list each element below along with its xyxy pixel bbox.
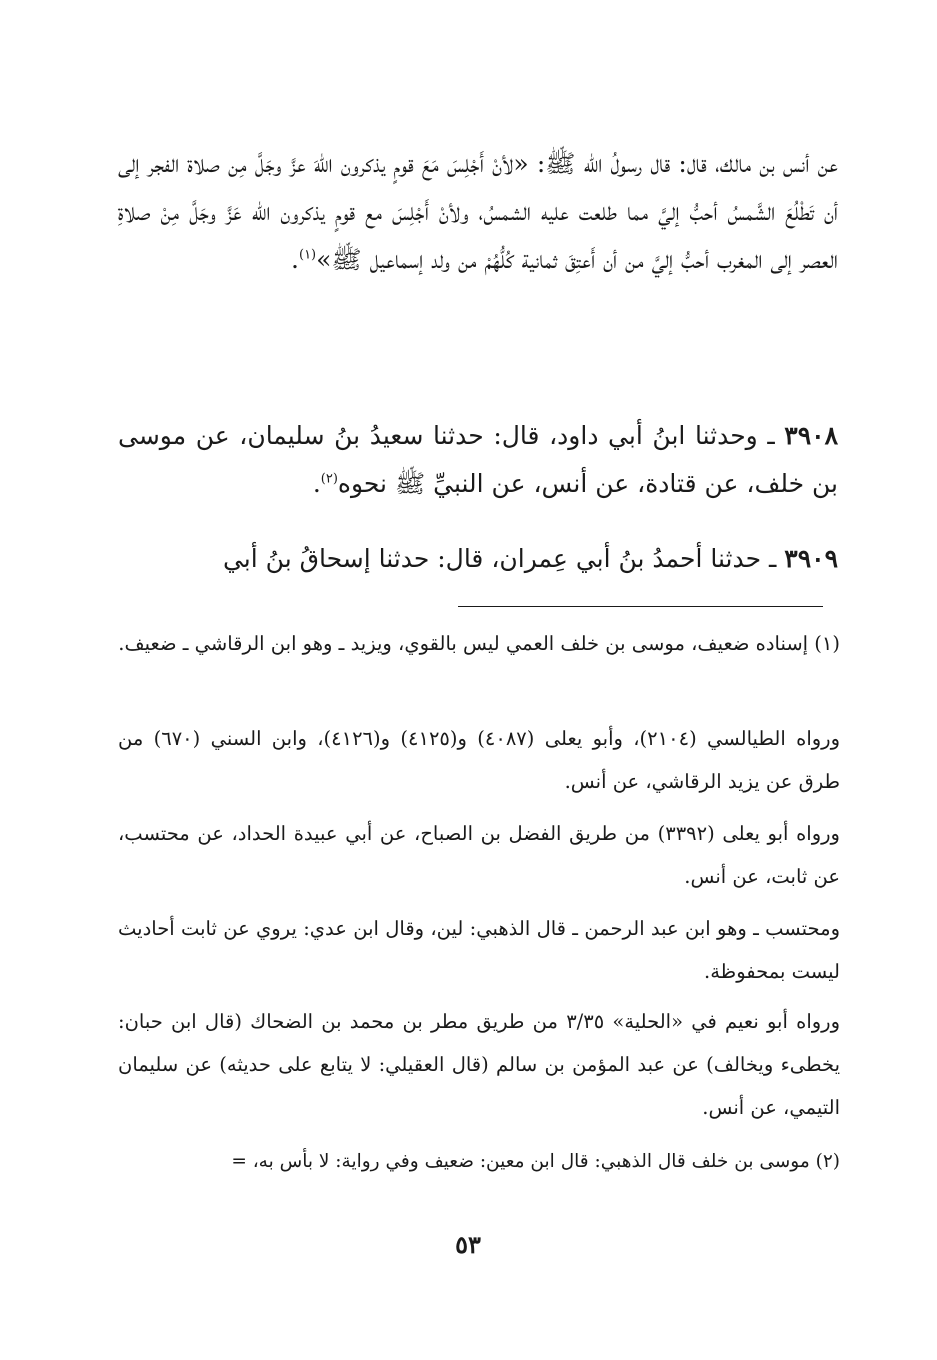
footnote-ref-2: (٢) xyxy=(320,471,338,487)
footnote-1-narration-abu-yala: ورواه أبو يعلى (٣٣٩٢) من طريق الفضل بن الصباح، عن أبي عبيدة الحداد، عن محتسب، عن ثابت، عن أنس. xyxy=(118,822,840,888)
sentence-end: . xyxy=(312,469,321,498)
footnote-1-narration-abu-nuaym: ورواه أبو نعيم في «الحلية» ٣/٣٥ من طريق مطر بن محمد بن الضحاك (قال ابن حبان: يخطىء ويخالف) عن عبد المؤمن بن سالم (قال العقيلي: لا يتابع على حديثه) عن سليمان التيمي، عن أنس. xyxy=(118,1010,840,1119)
hadith-3908 xyxy=(118,412,838,508)
footnote-ref-1: (١) xyxy=(298,247,317,263)
hadith-text: ـ وحدثنا ابنُ أبي داود، قال: حدثنا سعيدُ بنُ سليمان، عن موسى بن خلف، عن قتادة، عن أنس، عن النبيِّ ﷺ نحوه xyxy=(118,421,838,498)
hadith-paragraph-continued xyxy=(118,140,838,284)
hadith-number: ٣٩٠٩ xyxy=(784,544,838,573)
hadith-number: ٣٩٠٨ xyxy=(784,421,839,450)
hadith-text: ـ حدثنا أحمدُ بنُ أبي عِمران، قال: حدثنا إسحاقُ بنُ أبي xyxy=(222,544,777,573)
page-number: ٥٣ xyxy=(455,1230,481,1259)
footnote-divider xyxy=(458,606,823,607)
footnote-1: (١) إسناده ضعيف، موسى بن خلف العمي ليس بالقوي، ويزيد ـ وهو ابن الرقاشي ـ ضعيف. xyxy=(118,632,840,655)
footnote-1-muhtasib-note: ومحتسب ـ وهو ابن عبد الرحمن ـ قال الذهبي: لين، وقال ابن عدي: يروي عن ثابت أحاديث ليست بمحفوظة. xyxy=(118,917,840,983)
sentence-end: . xyxy=(291,245,299,274)
footnote-2: (٢) موسى بن خلف قال الذهبي: قال ابن معين: ضعيف وفي رواية: لا بأس به، = xyxy=(231,1151,840,1172)
hadith-3909 xyxy=(118,535,838,583)
footnote-1-narration-tayalisi: ورواه الطيالسي (٢١٠٤)، وأبو يعلى (٤٠٨٧) و(٤١٢٥) و(٤١٢٦)، وابن السني (٦٧٠) من طرق عن يزيد الرقاشي، عن أنس. xyxy=(118,727,840,793)
paragraph-text: عن أنس بن مالك، قال: قال رسولُ الله ﷺ: «لأنْ أَجْلِسَ مَعَ قومٍ يذكرون اللهَ عزَّ وجَلَّ مِن صلاة الفجر إلى أن تَطْلُعَ الشَّمسُ أحبُّ إليَّ مما طلعت عليه الشمسُ، ولأنْ أَجْلِسَ مع قومٍ يذكرون الله عَزَّ وجَلَّ مِنْ صلاةِ العصر إلى المغرب أحبُّ إليَّ من أن أَعتِقَ ثمانية كُلُّهُمْ من ولد إسماعيل ﷺ» xyxy=(118,149,838,274)
